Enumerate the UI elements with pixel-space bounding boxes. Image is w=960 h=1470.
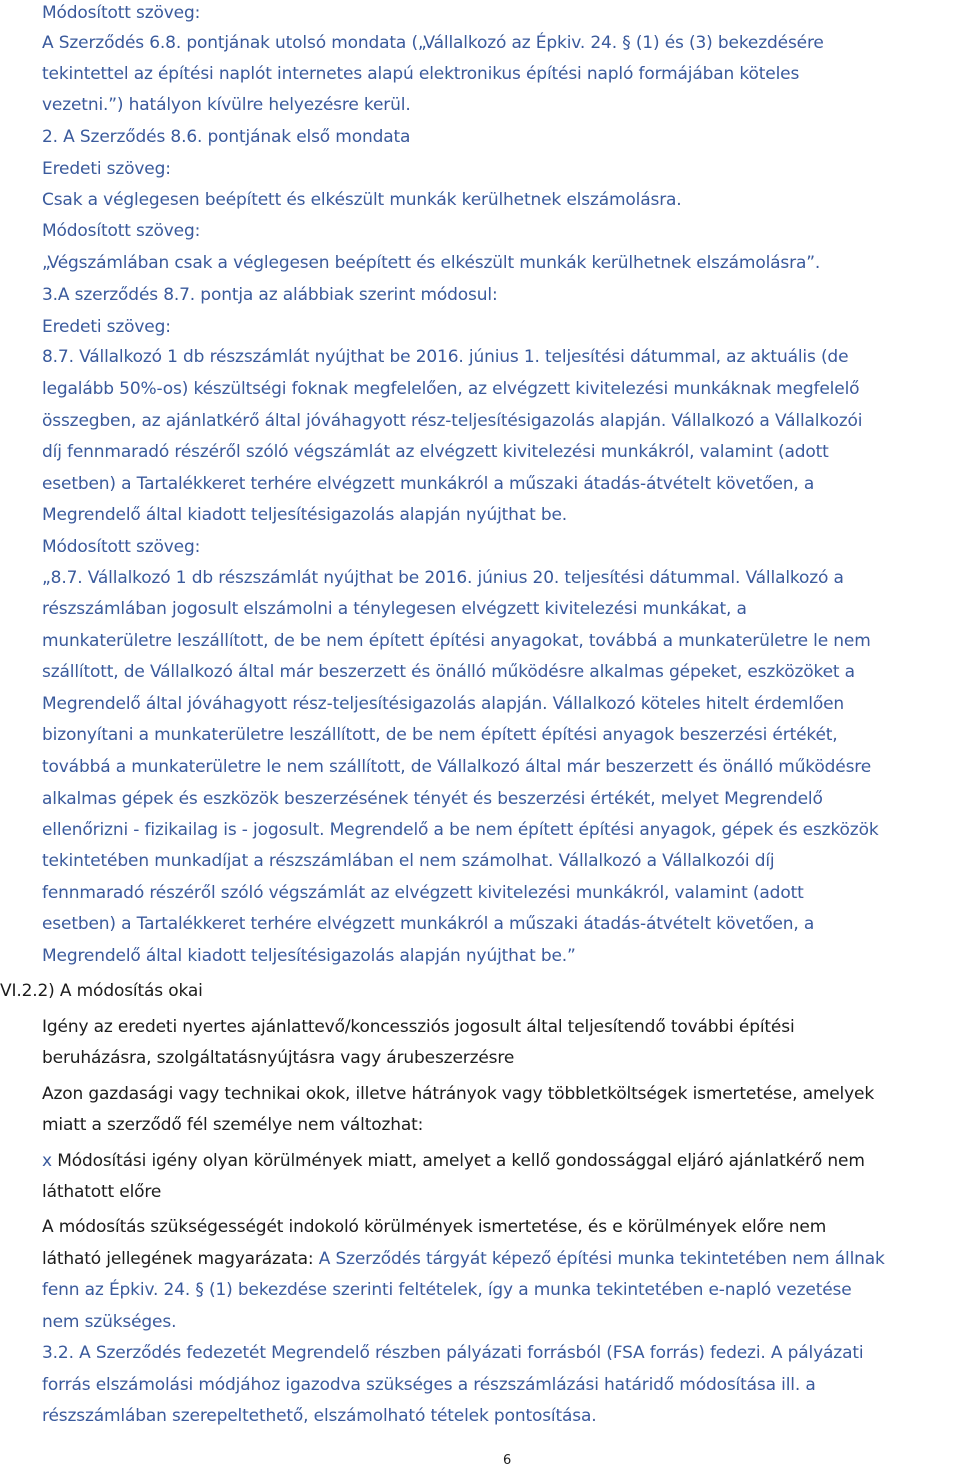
checked-reason (42, 1150, 865, 1172)
explanation-label: látható jellegének magyarázata: (42, 1249, 314, 1269)
reason-text: Módosítási igény olyan körülmények miatt, amelyet a kellő gondossággal eljáró ajánlatkérő nem (57, 1151, 865, 1171)
paragraph-line: esetben) a Tartalékkeret terhére elvégzett munkákról a műszaki átadás-átvételt követően, a (42, 474, 815, 494)
paragraph-line: tekintettel az építési naplót internetes alapú elektronikus építési napló formájában köteles (42, 64, 800, 84)
paragraph-line: fennmaradó részéről szóló végszámlát az elvégzett kivitelezési munkákról, valamint (adott (42, 883, 804, 903)
paragraph-line: 3.2. A Szerződés fedezetét Megrendelő részben pályázati forrásból (FSA forrás) fedezi. A pályázati (42, 1343, 864, 1363)
label-modified-text: Módosított szöveg: (42, 221, 201, 241)
paragraph-line-mixed (42, 1248, 885, 1270)
label-original-text: Eredeti szöveg: (42, 159, 171, 179)
paragraph-line: láthatott előre (42, 1182, 162, 1202)
page-number: 6 (503, 1453, 512, 1468)
paragraph-line: Igény az eredeti nyertes ajánlattevő/koncessziós jogosult által teljesítendő további építési (42, 1017, 795, 1037)
paragraph-line: „8.7. Vállalkozó 1 db részszámlát nyújthat be 2016. június 20. teljesítési dátummal. Vállalkozó a (42, 568, 844, 588)
paragraph-line: továbbá a munkaterületre le nem szállított, de Vállalkozó által már beszerzett és önálló működésre (42, 757, 872, 777)
label-original-text: Eredeti szöveg: (42, 317, 171, 337)
paragraph-line: Megrendelő által kiadott teljesítésigazolás alapján nyújthat be. (42, 505, 568, 525)
paragraph-line: Csak a véglegesen beépített és elkészült munkák kerülhetnek elszámolásra. (42, 190, 682, 210)
paragraph-line: Megrendelő által jóváhagyott rész-teljesítésigazolás alapján. Vállalkozó köteles hitelt érdemlően (42, 694, 845, 714)
paragraph-line: fenn az Épkiv. 24. § (1) bekezdése szerinti feltételek, így a munka tekintetében e-napló vezetése (42, 1280, 852, 1300)
paragraph-line: Azon gazdasági vagy technikai okok, illetve hátrányok vagy többletköltségek ismertetése, amelyek (42, 1084, 875, 1104)
label-modified-text: Módosított szöveg: (42, 3, 201, 23)
paragraph-line: „Végszámlában csak a véglegesen beépített és elkészült munkák kerülhetnek elszámolásra”. (42, 253, 821, 273)
paragraph-line: Megrendelő által kiadott teljesítésigazolás alapján nyújthat be.” (42, 946, 576, 966)
paragraph-line: alkalmas gépek és eszközök beszerzésének tényét és beszerzési értékét, melyet Megrendelő (42, 789, 823, 809)
paragraph-line: részszámlában jogosult elszámolni a ténylegesen elvégzett kivitelezési munkákat, a (42, 599, 747, 619)
paragraph-line: szállított, de Vállalkozó által már beszerzett és önálló működésre alkalmas gépeket, eszközöket a (42, 662, 855, 682)
paragraph-line: beruházásra, szolgáltatásnyújtásra vagy árubeszerzésre (42, 1048, 515, 1068)
checkbox-mark: x (42, 1151, 52, 1171)
paragraph-line: vezetni.”) hatályon kívülre helyezésre kerül. (42, 95, 411, 115)
paragraph-line: munkaterületre leszállított, de be nem épített építési anyagokat, továbbá a munkaterületre le nem (42, 631, 871, 651)
paragraph-line: legalább 50%-os) készültségi foknak megfelelően, az elvégzett kivitelezési munkáknak megfelelő (42, 379, 860, 399)
label-modified-text: Módosított szöveg: (42, 537, 201, 557)
paragraph-line: A módosítás szükségességét indokoló körülmények ismertetése, és e körülmények előre nem (42, 1217, 827, 1237)
paragraph-line: nem szükséges. (42, 1312, 177, 1332)
paragraph-line: ellenőrizni - fizikailag is - jogosult. Megrendelő a be nem épített építési anyagok, gépek és eszközök (42, 820, 879, 840)
section-title: 3.A szerződés 8.7. pontja az alábbiak szerint módosul: (42, 285, 498, 305)
paragraph-line: miatt a szerződő fél személye nem változhat: (42, 1115, 424, 1135)
explanation-text: A Szerződés tárgyát képező építési munka tekintetében nem állnak (313, 1249, 885, 1269)
paragraph-line: forrás elszámolási módjához igazodva szükséges a részszámlázási határidő módosítása ill. a (42, 1375, 816, 1395)
paragraph-line: bizonyítani a munkaterületre leszállított, de be nem épített építési anyagok beszerzési értékét, (42, 725, 838, 745)
section-title: 2. A Szerződés 8.6. pontjának első mondata (42, 127, 411, 147)
paragraph-line: részszámlában szerepeltethető, elszámolható tételek pontosítása. (42, 1406, 597, 1426)
section-heading: VI.2.2) A módosítás okai (0, 981, 203, 1001)
paragraph-line: tekintetében munkadíjat a részszámlában el nem számolhat. Vállalkozó a Vállalkozói díj (42, 851, 775, 871)
paragraph-line: összegben, az ajánlatkérő által jóváhagyott rész-teljesítésigazolás alapján. Vállalkozó a Vállalkozói (42, 411, 863, 431)
paragraph-line: A Szerződés 6.8. pontjának utolsó mondata („Vállalkozó az Épkiv. 24. § (1) és (3) bekezdésére (42, 33, 824, 53)
paragraph-line: díj fennmaradó részéről szóló végszámlát az elvégzett kivitelezési munkákról, valamint (adott (42, 442, 829, 462)
paragraph-line: esetben) a Tartalékkeret terhére elvégzett munkákról a műszaki átadás-átvételt követően, a (42, 914, 815, 934)
paragraph-line: 8.7. Vállalkozó 1 db részszámlát nyújthat be 2016. június 1. teljesítési dátummal, az aktuális (de (42, 347, 849, 367)
